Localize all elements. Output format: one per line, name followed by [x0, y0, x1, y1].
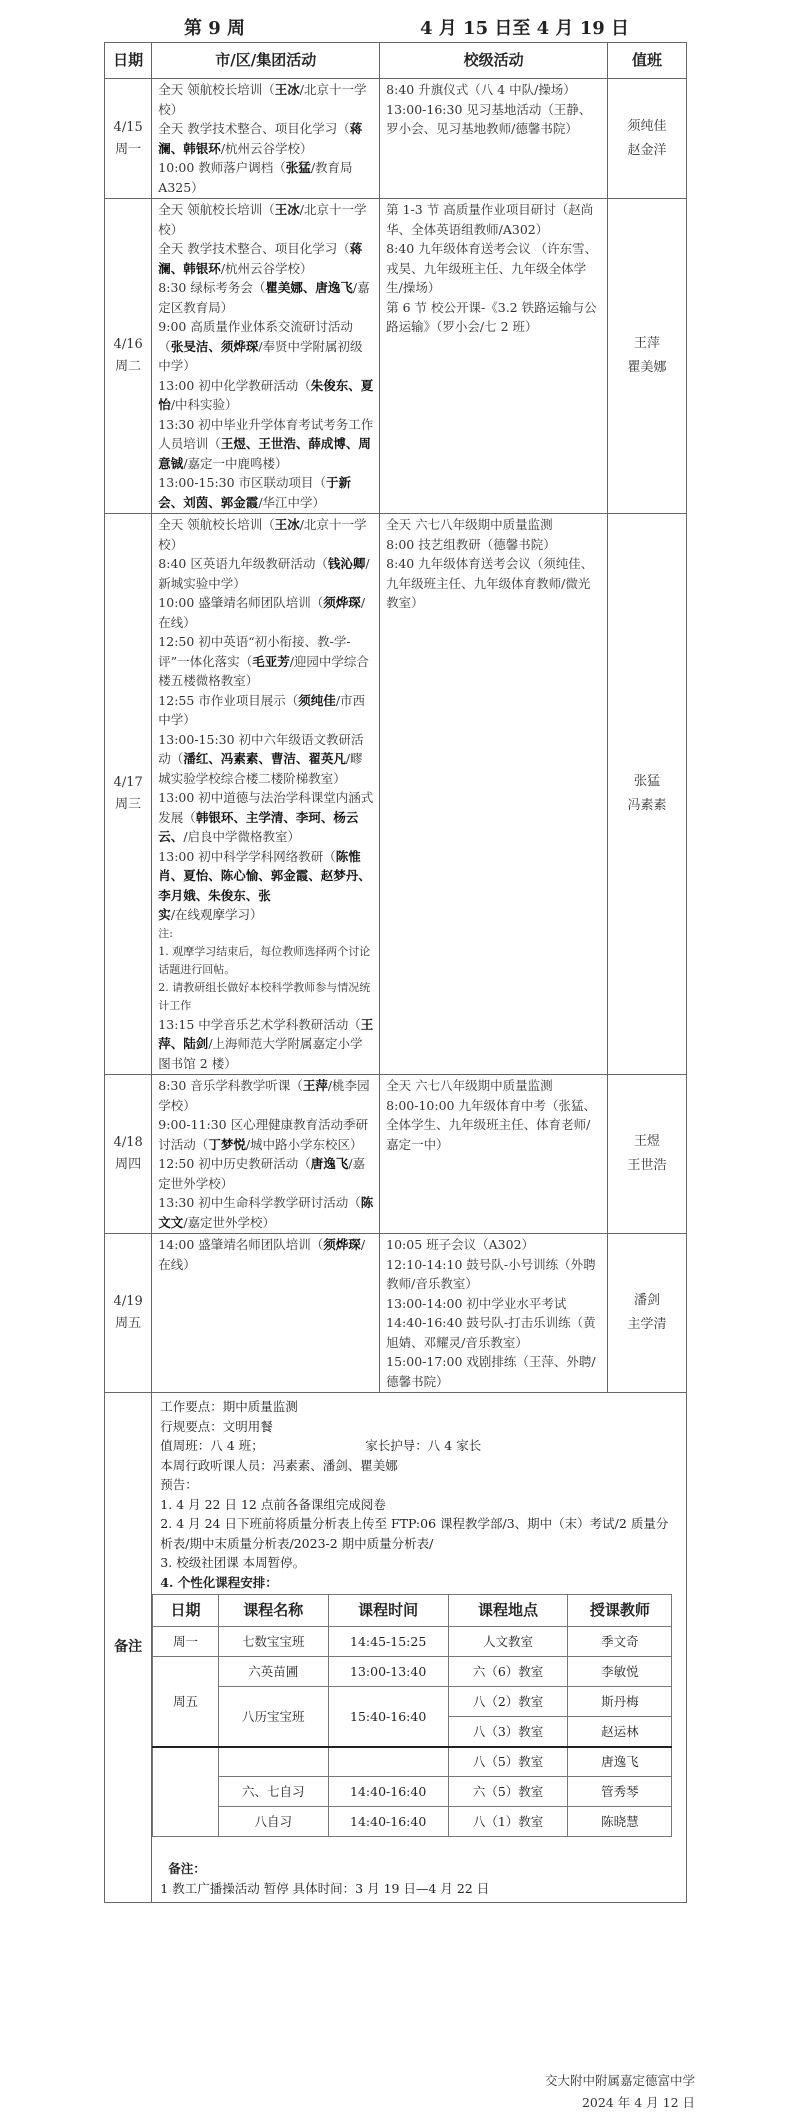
course-teacher: 陈晓慧 — [568, 1807, 672, 1837]
course-row — [153, 1627, 672, 1657]
weekday: 周二 — [115, 359, 142, 374]
duty-staff — [608, 1234, 687, 1393]
duty-person: 冯素素 — [627, 798, 667, 813]
city-activities — [152, 1075, 380, 1234]
duty-staff — [608, 514, 687, 1075]
duty-person: 主学清 — [627, 1317, 667, 1332]
activity-item: 14:40-16:40 鼓号队-打击乐训练（黄旭婧、邓耀灵/音乐教室） — [386, 1315, 596, 1350]
page-header — [0, 10, 795, 46]
school-activities — [380, 1234, 608, 1393]
activity-item: 13:30 初中生命科学教学研讨活动（陈文文/嘉定世外学校） — [158, 1195, 374, 1230]
activity-note: 注: — [158, 926, 174, 940]
course-time: 13:00-13:40 — [328, 1657, 448, 1687]
day-row — [105, 1234, 687, 1393]
activity-item: 13:00-15:30 市区联动项目（于新会、刘茵、郭金霞/华江中学） — [158, 475, 352, 510]
activity-item: 13:30 初中毕业升学体育考试考务工作人员培训（王煜、王世浩、薛成博、周意铖/嘉定一中鹿鸣楼） — [158, 416, 374, 471]
activity-item: 8:40 九年级体育送考会议 （许东雪、戎昊、九年级班主任、九年级全体学生/操场） — [386, 241, 598, 295]
activity-item: 12:50 初中英语“初小衔接、教-学-评”一体化落实（毛亚芳/迎园中学综合楼五楼微格教室） — [158, 634, 369, 688]
school-activities — [380, 514, 608, 1075]
course-time: 15:40-16:40 — [328, 1687, 448, 1747]
course-place: 六（6）教室 — [448, 1657, 568, 1687]
date-value: 4/19 — [113, 1294, 143, 1309]
course-teacher: 唐逸飞 — [568, 1747, 672, 1777]
activity-item: 全天 教学技术整合、项目化学习（蒋澜、韩银环/杭州云谷学校） — [158, 241, 363, 276]
duty-person: 王煜 — [634, 1134, 661, 1149]
course-row — [153, 1777, 672, 1807]
duty-person: 潘剑 — [634, 1293, 661, 1308]
activity-item: 8:00 技艺组教研（德馨书院） — [386, 536, 556, 552]
course-place: 八（3）教室 — [448, 1717, 568, 1747]
course-teacher: 赵运林 — [568, 1717, 672, 1747]
course-header: 课程时间 — [328, 1595, 448, 1627]
date-value: 4/15 — [113, 119, 143, 135]
activity-item: 9:00-11:30 区心理健康教育活动季研讨活动（丁梦悦/城中路小学东校区） — [158, 1117, 369, 1152]
activity-item: 10:00 盛肇靖名师团队培训（须烨琛/在线） — [158, 595, 366, 630]
activity-item: 全天 六七八年级期中质量监测 — [386, 517, 553, 532]
course-header: 课程地点 — [448, 1595, 568, 1627]
course-place: 八（2）教室 — [448, 1687, 568, 1717]
activity-item: 12:55 市作业项目展示（须纯佳/市西中学） — [158, 692, 366, 727]
day-row — [105, 199, 687, 514]
course-time: 14:40-16:40 — [328, 1807, 448, 1837]
course-row — [153, 1687, 672, 1717]
duty-person: 须纯佳 — [627, 118, 667, 134]
preview-label: 预告： — [160, 1477, 198, 1492]
remark-label: 备注： — [168, 1861, 206, 1876]
activity-item: 8:40 升旗仪式（八 4 中队/操场） — [386, 82, 576, 97]
course-row — [153, 1657, 672, 1687]
course-name: 六英苗圃 — [218, 1657, 328, 1687]
weekly-schedule-table — [104, 42, 687, 1903]
activity-item: 12:10-14:10 鼓号队-小号训练（外聘教师/音乐教室） — [386, 1256, 596, 1291]
activity-item: 10:00 教师落户调档（张猛/教育局A325） — [158, 160, 353, 195]
table-header-row — [105, 43, 687, 79]
weekday: 周一 — [115, 141, 142, 157]
course-time: 14:40-16:40 — [328, 1777, 448, 1807]
activity-item: 15:00-17:00 戏剧排练（王萍、外聘/德馨书院） — [386, 1354, 596, 1389]
activity-item: 全天 六七八年级期中质量监测 — [386, 1078, 553, 1093]
duty-person: 张猛 — [634, 774, 661, 789]
day-date — [105, 199, 152, 514]
day-date — [105, 1075, 152, 1234]
course-day — [153, 1747, 218, 1837]
preview-item-1: 1. 4 月 22 日 12 点前各备课组完成阅卷 — [160, 1496, 386, 1512]
school-activities — [380, 199, 608, 514]
date-value: 4/18 — [113, 1135, 143, 1150]
course-teacher: 管秀琴 — [568, 1777, 672, 1807]
duty-class: 值周班：八 4 班； — [160, 1438, 264, 1453]
course-place: 八（1）教室 — [448, 1807, 568, 1837]
duty-person: 赵金洋 — [627, 142, 667, 158]
activity-item: 全天 领航校长培训（王冰/北京十一学校） — [158, 202, 367, 237]
activity-item: 13:00-16:30 见习基地活动（王静、罗小会、见习基地教师/德馨书院） — [386, 101, 592, 136]
day-row — [105, 514, 687, 1075]
col-header-school: 校级活动 — [380, 43, 608, 79]
notes-row — [105, 1393, 687, 1903]
activity-note: 2. 请教研组长做好本校科学教师参与情况统计工作 — [158, 980, 371, 1012]
remark-item: 1 教工广播操活动 暂停 具体时间：3 月 19 日—4 月 22 日 — [160, 1880, 490, 1896]
course-header: 授课教师 — [568, 1595, 672, 1627]
course-name: 八历宝宝班 — [218, 1687, 328, 1747]
col-header-duty: 值班 — [608, 43, 687, 79]
duty-person: 王世浩 — [627, 1158, 667, 1173]
notes-label: 备注 — [105, 1393, 152, 1903]
course-row — [153, 1747, 672, 1777]
duty-staff — [608, 79, 687, 199]
course-header: 日期 — [153, 1595, 218, 1627]
activity-item: 第 1-3 节 高质量作业项目研讨（赵尚华、全体英语组教师/A302） — [386, 202, 594, 237]
work-focus: 工作要点：期中质量监测 — [160, 1399, 298, 1414]
course-day: 周一 — [153, 1627, 218, 1657]
conduct-focus: 行规要点：文明用餐 — [160, 1418, 273, 1434]
school-name: 交大附中附属嘉定德富中学 — [544, 2073, 695, 2088]
course-heading: 4. 个性化课程安排： — [160, 1574, 278, 1590]
preview-item-2: 2. 4 月 24 日下班前将质量分析表上传至 FTP:06 课程教学部/3、期中（末）考试/2 质量分析表/期中末质量分析表/2023-2 期中质量分析表/ — [160, 1516, 669, 1551]
city-activities — [152, 1234, 380, 1393]
course-name: 六、七自习 — [218, 1777, 328, 1807]
activity-item: 8:00-10:00 九年级体育中考（张猛、全体学生、九年级班主任、体育老师/嘉定一中） — [386, 1097, 596, 1152]
activity-note: 1. 观摩学习结束后，每位教师选择两个讨论话题进行回帖。 — [158, 944, 371, 976]
course-teacher: 李敏悦 — [568, 1657, 672, 1687]
activity-item: 全天 领航校长培训（王冰/北京十一学校） — [158, 517, 367, 552]
school-activities — [380, 1075, 608, 1234]
weekday: 周四 — [115, 1157, 142, 1172]
activity-item: 13:00 初中科学学科网络教研（陈惟肖、夏怡、陈心愉、郭金霞、赵梦丹、李月娥、朱俊东、张实/在线观摩学习） — [158, 848, 371, 922]
activity-item: 8:40 九年级体育送考会议（须纯佳、九年级班主任、九年级体育教师/微光教室） — [386, 556, 594, 610]
course-place: 八（5）教室 — [448, 1747, 568, 1777]
day-date — [105, 1234, 152, 1393]
course-header: 课程名称 — [218, 1595, 328, 1627]
date-range: 4 月 15 日至 4 月 19 日 — [420, 18, 630, 39]
course-name: 七数宝宝班 — [218, 1627, 328, 1657]
duty-person: 瞿美娜 — [627, 360, 667, 375]
activity-item: 8:30 绿标考务会（瞿美娜、唐逸飞/嘉定区教育局） — [158, 280, 370, 315]
course-teacher: 斯丹梅 — [568, 1687, 672, 1717]
course-header-row — [153, 1595, 672, 1627]
weekday: 周三 — [115, 797, 142, 812]
day-row — [105, 79, 687, 199]
activity-item: 8:40 区英语九年级教研活动（钱沁卿/新城实验中学） — [158, 556, 370, 591]
activity-item: 13:00-15:30 初中六年级语文教研活动（潘红、冯素素、曹洁、翟英凡/疁城实验学校综合楼二楼阶梯教室） — [158, 731, 364, 786]
issue-date: 2024 年 4 月 12 日 — [581, 2095, 695, 2110]
activity-item: 12:50 初中历史教研活动（唐逸飞/嘉定世外学校） — [158, 1156, 366, 1191]
activity-item: 9:00 高质量作业体系交流研讨活动（张旻洁、须烨琛/奉贤中学附属初级中学） — [158, 319, 363, 373]
footer — [545, 2070, 695, 2114]
activity-item: 8:30 音乐学科教学听课（王萍/桃李园学校） — [158, 1078, 370, 1113]
col-header-date: 日期 — [105, 43, 152, 79]
duty-staff — [608, 199, 687, 514]
activity-item: 13:00-14:00 初中学业水平考试 — [386, 1295, 567, 1311]
course-time — [328, 1747, 448, 1777]
parent-guard: 家长护导：八 4 家长 — [365, 1438, 482, 1453]
preview-item-3: 3. 校级社团课 本周暂停。 — [160, 1555, 306, 1570]
activity-item: 13:00 初中化学教研活动（朱俊东、夏怡/中科实验） — [158, 377, 374, 412]
duty-line — [160, 1436, 680, 1456]
activity-item: 第 6 节 校公开课-《3.2 铁路运输与公路运输》（罗小会/七 2 班） — [386, 299, 597, 334]
col-header-city: 市/区/集团活动 — [152, 43, 380, 79]
course-place: 六（5）教室 — [448, 1777, 568, 1807]
weekday: 周五 — [115, 1316, 142, 1331]
activity-item: 14:00 盛肇靖名师团队培训（须烨琛/在线） — [158, 1237, 366, 1272]
notes-content — [152, 1393, 687, 1903]
date-value: 4/16 — [113, 337, 143, 352]
course-table — [152, 1594, 672, 1837]
observers: 本周行政听课人员：冯素素、潘剑、瞿美娜 — [160, 1457, 398, 1473]
duty-person: 王萍 — [634, 336, 661, 351]
course-teacher: 季文奇 — [568, 1627, 672, 1657]
school-activities — [380, 79, 608, 199]
duty-staff — [608, 1075, 687, 1234]
day-date — [105, 514, 152, 1075]
course-name — [218, 1747, 328, 1777]
city-activities — [152, 514, 380, 1075]
course-place: 人文教室 — [448, 1627, 568, 1657]
course-day: 周五 — [153, 1657, 218, 1747]
activity-item: 13:00 初中道德与法治学科课堂内涵式发展（韩银环、主学清、李珂、杨云云、/启良中学微格教室） — [158, 790, 374, 844]
day-date — [105, 79, 152, 199]
activity-item: 13:15 中学音乐艺术学科教研活动（王萍、陆剑/上海师范大学附属嘉定小学图书馆 2 楼） — [158, 1016, 374, 1071]
course-name: 八自习 — [218, 1807, 328, 1837]
day-row — [105, 1075, 687, 1234]
city-activities — [152, 79, 380, 199]
course-row — [153, 1807, 672, 1837]
week-label: 第 9 周 — [184, 18, 246, 39]
activity-item: 全天 领航校长培训（王冰/北京十一学校） — [158, 82, 367, 117]
city-activities — [152, 199, 380, 514]
date-value: 4/17 — [113, 775, 143, 790]
course-time: 14:45-15:25 — [328, 1627, 448, 1657]
activity-item: 10:05 班子会议（A302） — [386, 1237, 535, 1252]
activity-item: 全天 教学技术整合、项目化学习（蒋澜、韩银环/杭州云谷学校） — [158, 121, 363, 156]
